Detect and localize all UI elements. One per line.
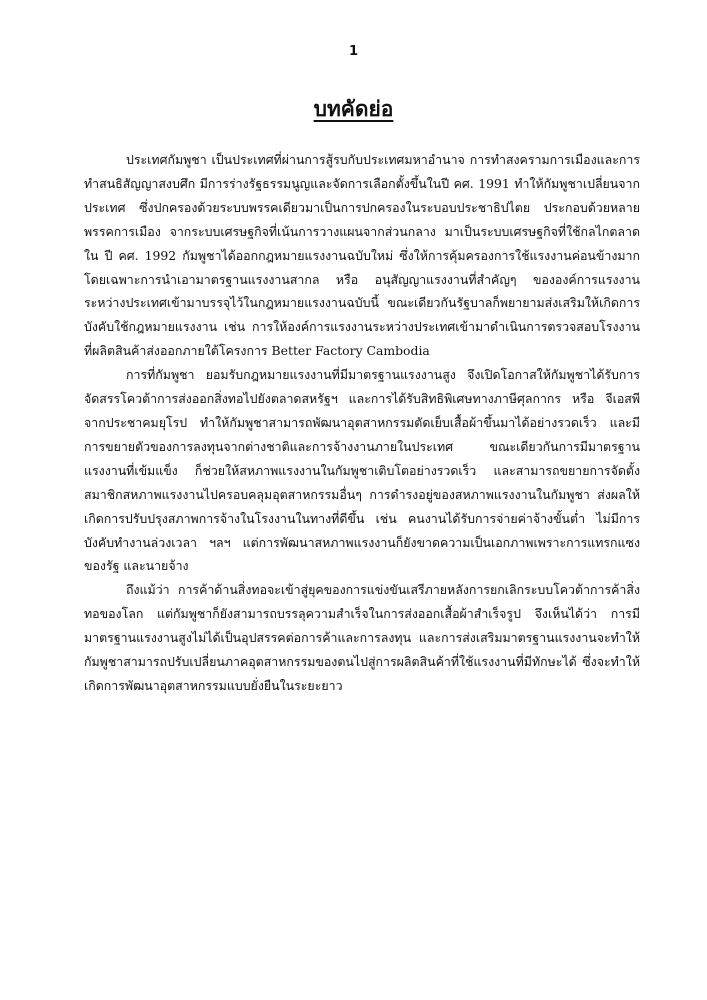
page-title: บทคัดย่อ (313, 96, 394, 121)
abstract-body (84, 148, 640, 698)
paragraph: ถึงแม้ว่า การค้าด้านสิ่งทอจะเข้าสู่ยุคของการแข่งขันเสรีภายหลังการยกเลิกระบบโควต้าการค้าสิ่งทอของโลก แต่กัมพูชาก็ยังสามารถบรรลุความสำเร็จในการส่งออกเสื้อผ้าสำเร็จรูป จึงเห็นได้ว่า การมีมาตรฐานแรงงานสูงไม่ได้เป็นอุปสรรคต่อการค้าและการลงทุน และการส่งเสริมมาตรฐานแรงงานจะทำให้กัมพูชาสามารถปรับเปลี่ยนภาคอุตสาหกรรมของตนไปสู่การผลิตสินค้าที่ใช้แรงงานที่มีทักษะได้ ซึ่งจะทำให้เกิดการพัฒนาอุตสาหกรรมแบบยั่งยืนในระยะยาว (84, 582, 640, 693)
page-number: 1 (348, 44, 359, 59)
paragraph: การที่กัมพูชา ยอมรับกฎหมายแรงงานที่มีมาตรฐานแรงงานสูง จึงเปิดโอกาสให้กัมพูชาได้รับการจัดสรรโควต้าการส่งออกสิ่งทอไปยังตลาดสหรัฐฯ และการได้รับสิทธิพิเศษทางภาษีศุลกากร หรือ จีเอสพี จากประชาคมยุโรป ทำให้กัมพูชาสามารถพัฒนาอุตสาหกรรมตัดเย็บเสื้อผ้าขึ้นมาได้อย่างรวดเร็ว และมีการขยายตัวของการลงทุนจากต่างชาติและการจ้างงานภายในประเทศ ขณะเดียวกันการมีมาตรฐานแรงงานที่เข้มแข็ง ก็ช่วยให้สหภาพแรงงานในกัมพูชาเติบโตอย่างรวดเร็ว และสามารถขยายการจัดตั้งสมาชิกสหภาพแรงงานไปครอบคลุมอุตสาหกรรมอื่นๆ การดำรงอยู่ของสหภาพแรงงานในกัมพูชา ส่งผลให้เกิดการปรับปรุงสภาพการจ้างในโรงงานในทางที่ดีขึ้น เช่น คนงานได้รับการจ่ายค่าจ้างขั้นต่ำ ไม่มีการบังคับทำงานล่วงเวลา ฯลฯ แต่การพัฒนาสหภาพแรงงานก็ยังขาดความเป็นเอกภาพเพราะการแทรกแซงของรัฐ และนายจ้าง (84, 367, 640, 574)
paragraph: ประเทศกัมพูชา เป็นประเทศที่ผ่านการสู้รบกับประเทศมหาอำนาจ การทำสงครามการเมืองและการทำสนธิสัญญาสงบศึก มีการร่างรัฐธรรมนูญและจัดการเลือกตั้งขึ้นในปี คศ. 1991 ทำให้กัมพูชาเปลี่ยนจากประเทศ ซึ่งปกครองด้วยระบบพรรคเดียวมาเป็นการปกครองในระบอบประชาธิปไตย ประกอบด้วยหลายพรรคการเมือง จากระบบเศรษฐกิจที่เน้นการวางแผนจากส่วนกลาง มาเป็นระบบเศรษฐกิจที่ใช้กลไกตลาด ใน ปี คศ. 1992 กัมพูชาได้ออกกฎหมายแรงงานฉบับใหม่ ซึ่งให้การคุ้มครองการใช้แรงงานค่อนข้างมาก โดยเฉพาะการนำเอามาตรฐานแรงงานสากล หรือ อนุสัญญาแรงงานที่สำคัญๆ ขององค์การแรงงานระหว่างประเทศเข้ามาบรรจุไว้ในกฎหมายแรงงานฉบับนี้ ขณะเดียวกันรัฐบาลก็พยายามส่งเสริมให้เกิดการบังคับใช้กฎหมายแรงงาน เช่น การให้องค์การแรงงานระหว่างประเทศเข้ามาดำเนินการตรวจสอบโรงงานที่ผลิตสินค้าส่งออกภายใต้โครงการ Better Factory Cambodia (84, 152, 640, 359)
